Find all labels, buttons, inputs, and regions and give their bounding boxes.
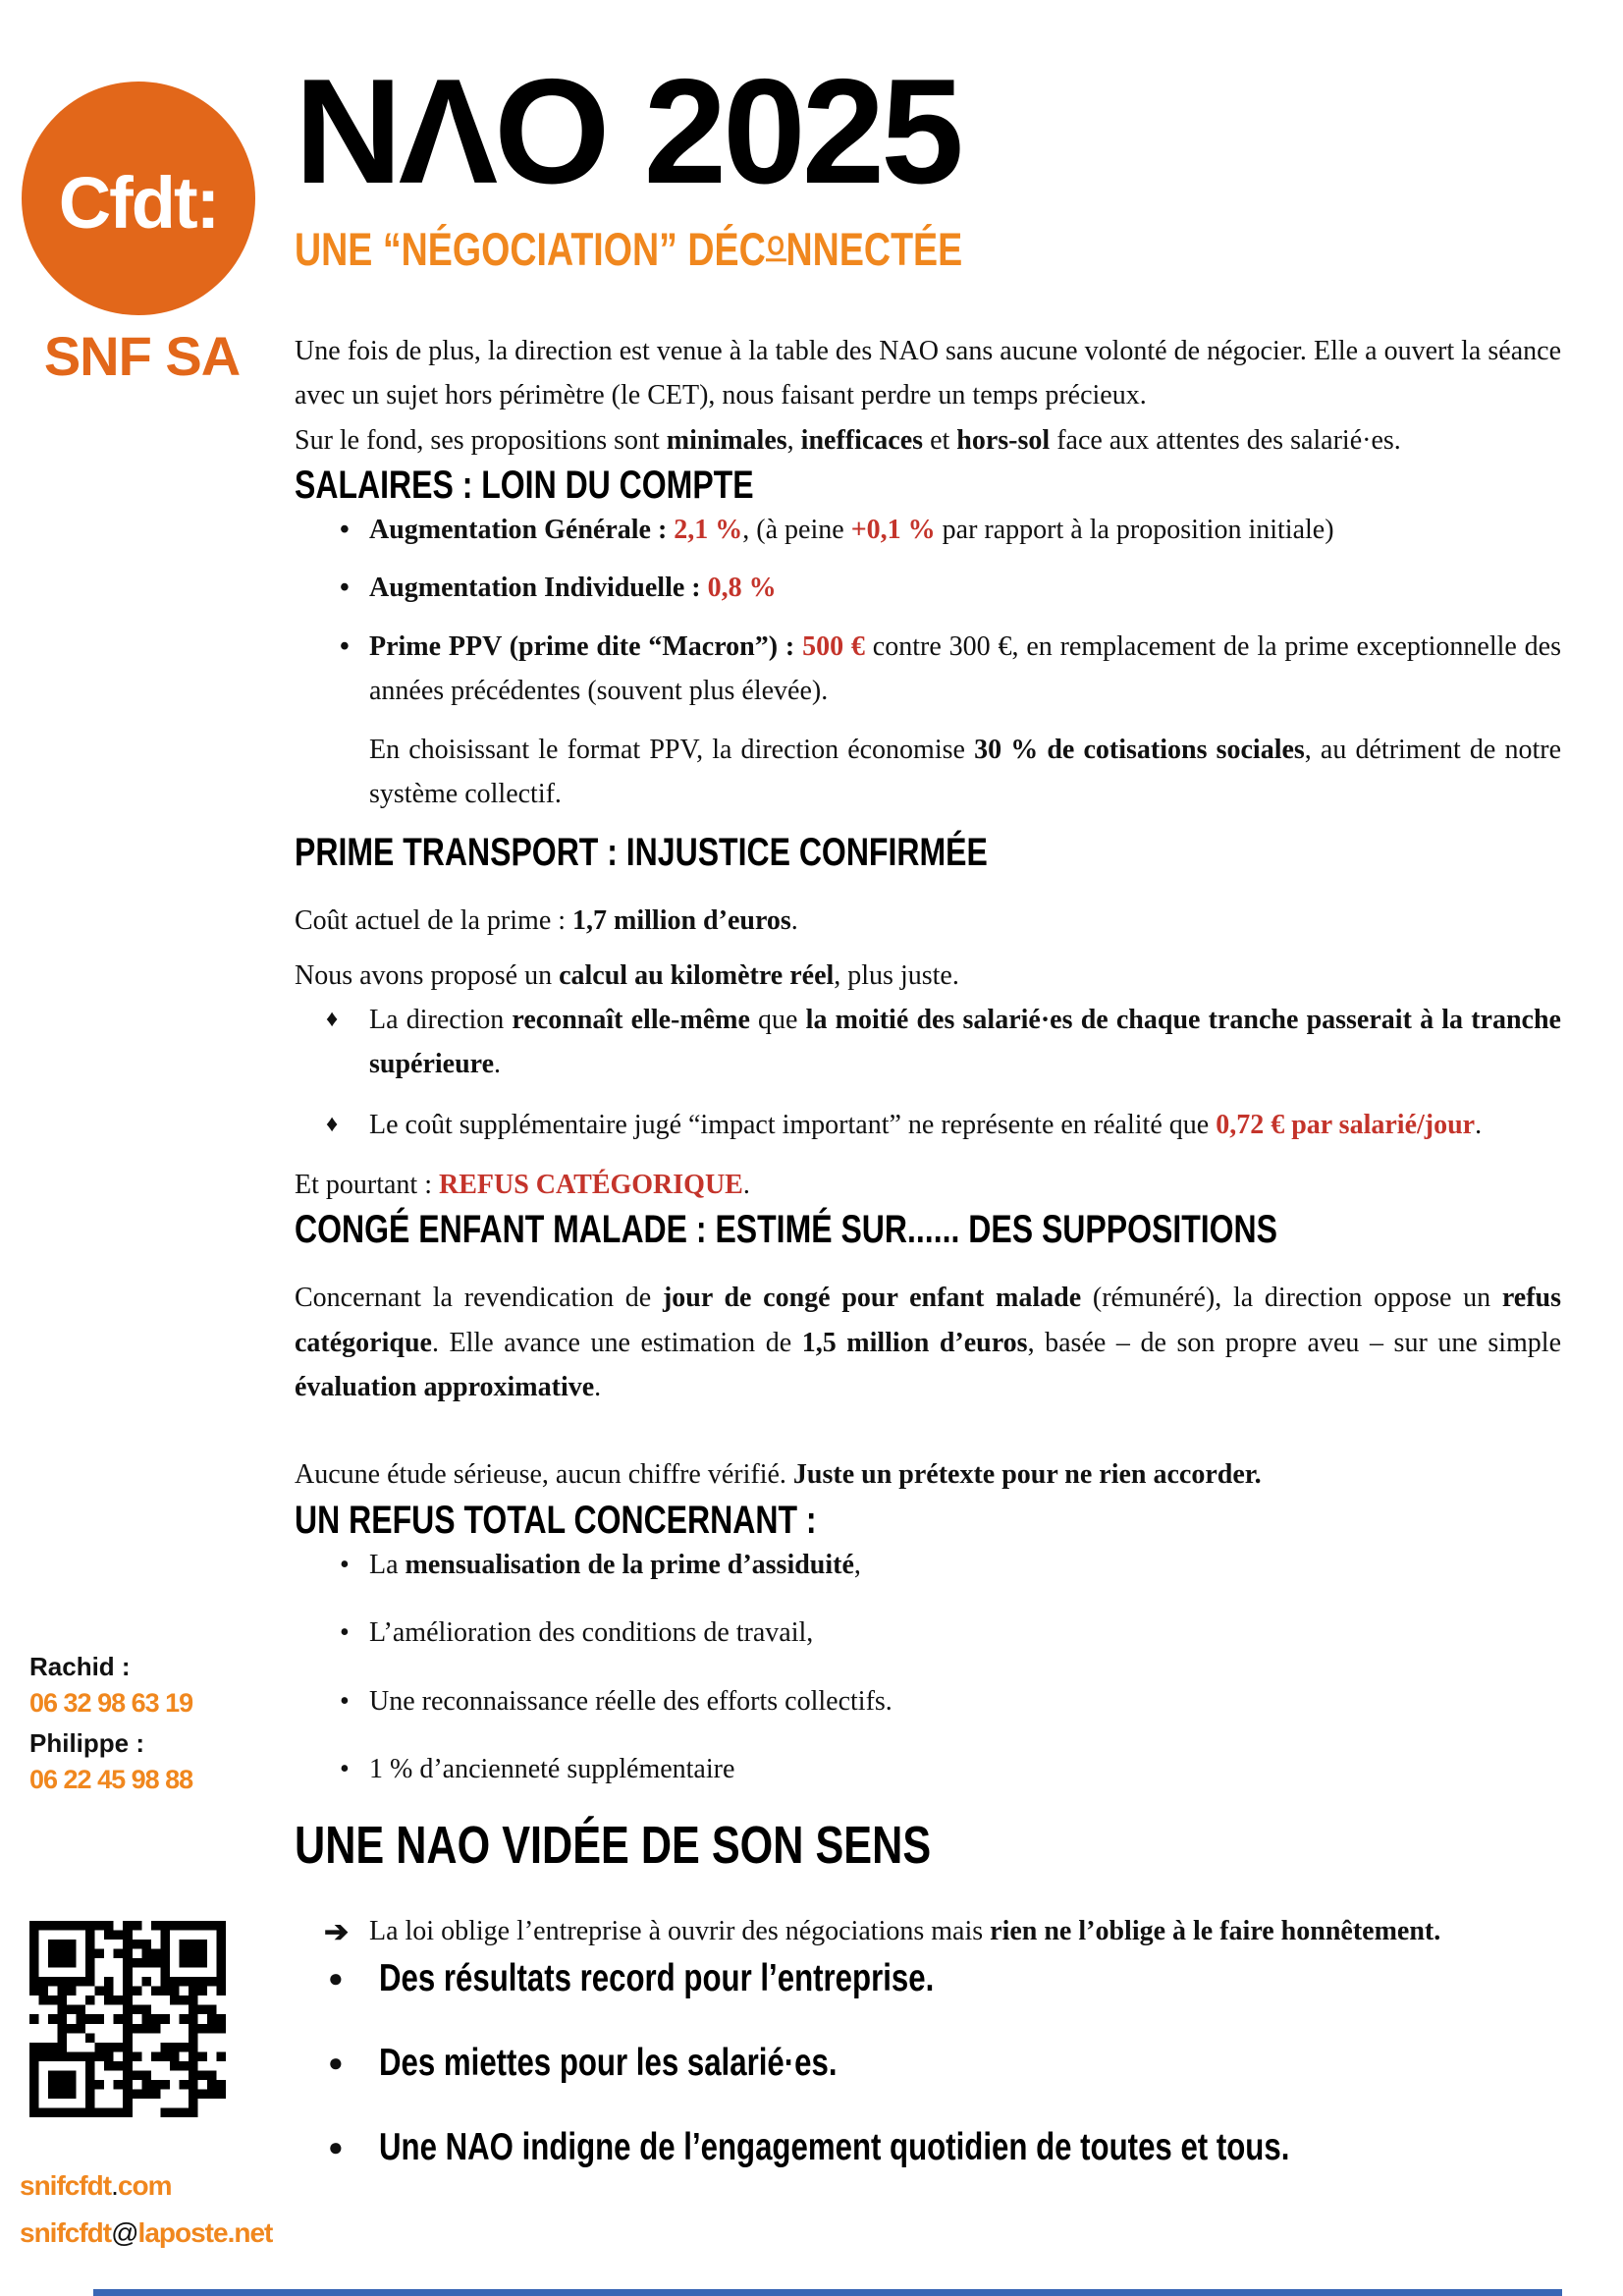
contact-phone: 06 22 45 98 88 [29,1765,193,1794]
dot-item: ● Des résultats record pour l’entreprise. [328,1956,935,1999]
bullet-item: • Augmentation Générale : 2,1 %, (à peine +0,1 % par rapport à la proposition initiale) [295,508,1561,552]
contact-name: Rachid : [29,1652,131,1681]
bullet-item: • Augmentation Individuelle : 0,8 % [295,566,1561,610]
intro-paragraph: Sur le fond, ses propositions sont minimales, inefficaces et hors-sol face aux attentes des salarié·es. [295,424,1401,456]
dot-item: ● Une NAO indigne de l’engagement quotidien de toutes et tous. [328,2125,1290,2168]
section-heading-refus: UN REFUS TOTAL CONCERNANT : [295,1498,817,1542]
refus-list [295,1543,1561,1791]
subtitle: UNE “NÉGOCIATION” DÉCONNECTÉE [295,223,963,275]
arrow-item: ➔ La loi oblige l’entreprise à ouvrir des négociations mais rien ne l’oblige à le faire honnêtement. [295,1909,1561,1957]
section-heading-nao: UNE NAO VIDÉE DE SON SENS [295,1816,932,1876]
section-heading-conge: CONGÉ ENFANT MALADE : ESTIMÉ SUR...... DES SUPPOSITIONS [295,1208,1277,1252]
stylized-o: O [767,229,784,261]
dot-item: ● Des miettes pour les salarié·es. [328,2041,838,2084]
nao-dots-list [295,1957,1561,2169]
main-column [295,48,1562,2211]
paragraph: Coût actuel de la prime : 1,7 million d’euros. [295,905,798,937]
cfdt-logo-text: Cfdt: [58,161,219,244]
at-sign: @ [111,2216,138,2248]
bullet-dot-icon: • [340,515,350,546]
bullet-dot-icon: • [340,1549,350,1580]
diamond-bullet-icon: ♦ [326,1111,339,1137]
section-heading-salaires: SALAIRES : LOIN DU COMPTE [295,464,754,508]
transport-list [295,998,1561,1147]
qr-code [29,1921,226,2117]
email-link[interactable]: snifcfdt@laposte.net [20,2216,273,2248]
links-block [20,2162,272,2256]
website-link[interactable]: snifcfdt.com [20,2170,172,2201]
contacts-block [29,1652,192,1805]
bullet-item: • Une reconnaissance réelle des efforts collectifs. [295,1679,1561,1723]
contact-phone: 06 32 98 63 19 [29,1688,193,1718]
intro-paragraph: Une fois de plus, la direction est venue à la table des NAO sans aucune volonté de négocier. Elle a ouvert la séance avec un sujet hors périmètre (le CET), nous faisant perdre un temps précieux. [295,336,1561,411]
nao-arrow-list [295,1909,1561,1957]
bullet-dot-icon: • [340,630,350,662]
section-heading-transport: PRIME TRANSPORT : INJUSTICE CONFIRMÉE [295,831,988,875]
bullet-dot-icon: • [340,1753,350,1784]
paragraph: Et pourtant : REFUS CATÉGORIQUE. [295,1170,750,1201]
main-title: NΛO 2025 [295,48,960,215]
bottom-bar [93,2289,1562,2296]
bullet-dot-icon: • [340,1685,350,1717]
big-dot-icon: ● [328,2132,344,2161]
bullet-item: • La mensualisation de la prime d’assiduité, [295,1543,1561,1587]
paragraph: Nous avons proposé un calcul au kilomètre réel, plus juste. [295,959,959,991]
intro-block [295,329,1561,463]
bullet-dot-icon: • [340,1617,350,1649]
big-dot-icon: ● [328,2048,344,2077]
bullet-item: • Prime PPV (prime dite “Macron”) : 500 € contre 300 €, en remplacement de la prime exceptionnelle des années précédentes (souvent plus élevée). [295,625,1561,714]
big-dot-icon: ● [328,1963,344,1993]
dot-separator: . [111,2170,118,2201]
org-name: SNF SA [43,325,241,387]
bullet-item: • 1 % d’ancienneté supplémentaire [295,1747,1561,1791]
bullet-item: ♦ Le coût supplémentaire jugé “impact important” ne représente en réalité que 0,72 € par salarié/jour. [295,1103,1561,1147]
diamond-bullet-icon: ♦ [326,1006,339,1032]
paragraph: Concernant la revendication de jour de congé pour enfant malade (rémunéré), la direction oppose un refus catégorique. Elle avance une estimation de 1,5 million d’euros, basée – de son propre aveu – sur une simple évaluation approximative. [295,1283,1562,1403]
contact-name: Philippe : [29,1728,144,1758]
transport-section [295,830,1561,1207]
cfdt-logo [22,82,255,315]
paragraph: Aucune étude sérieuse, aucun chiffre vérifié. Juste un prétexte pour ne rien accorder. [295,1459,1262,1491]
arrow-icon: ➔ [324,1916,350,1949]
bullet-dot-icon: • [340,573,350,604]
salaires-list [295,508,1561,713]
bullet-continuation: En choisissant le format PPV, la direction économise 30 % de cotisations sociales, au détriment de notre système collectif. [369,734,1561,809]
bullet-item: ♦ La direction reconnaît elle-même que la moitié des salarié·es de chaque tranche passerait à la tranche supérieure. [295,998,1561,1087]
bullet-item: • L’amélioration des conditions de travail, [295,1611,1561,1655]
